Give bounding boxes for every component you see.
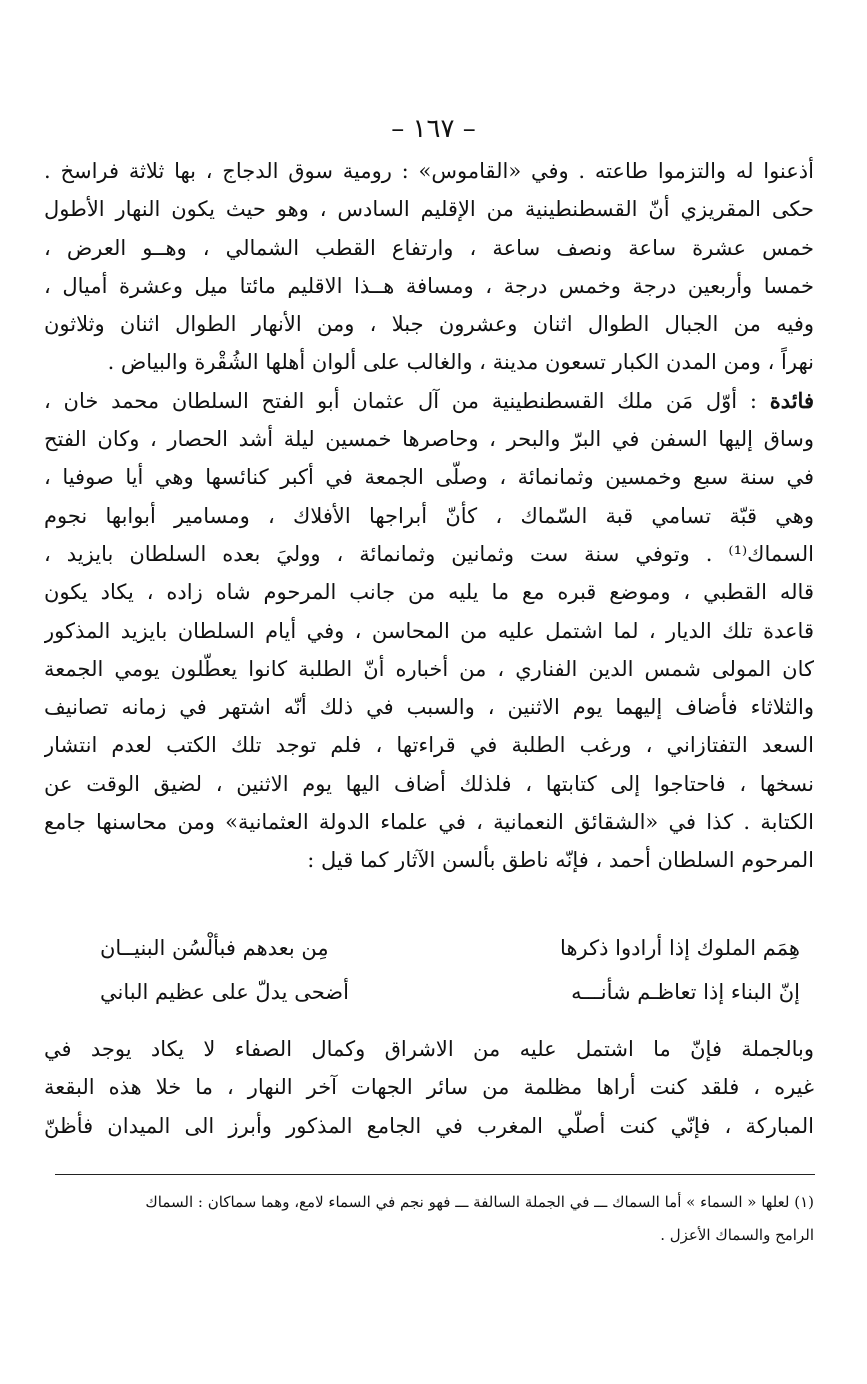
text-line: كان المولى شمس الدين الفناري ، من أخباره أنّ الطلبة كانوا يعطّلون يومي الجمعة [44,656,814,681]
text-line: خمسا وأربعين درجة وخمس درجة ، ومسافة هــذا الاقليم مائتا ميل وعشرة أميال ، [44,273,814,298]
verse-second-hemistich: مِن بعدهم فبألْسُن البنيــان [100,936,329,960]
verse-second-hemistich: أضحى يدلّ على عظيم الباني [100,980,349,1004]
text-line: المباركة ، فإنّي كنت أصلّي المغرب في الجامع المذكور وأبرز الى الميدان فأظنّ [44,1113,814,1138]
text-line: السماك⁽¹⁾ . وتوفي سنة ست وثمانين وثمانمائة ، ووليَ بعده السلطان بايزيد ، [44,541,814,566]
text-line: والثلاثاء فأضاف إليهما يوم الاثنين ، والسبب في ذلك أنّه اشتهر في زمانه تصانيف [44,695,814,720]
text-line: السعد التفتازاني ، ورغب الطلبة في قراءتها ، فلم توجد تلك الكتب لعدم انتشار [44,733,814,758]
text-line: الكتابة . كذا في «الشقائق النعمانية ، في علماء الدولة العثمانية» ومن محاسنها جامع [44,810,814,835]
text-line: قاعدة تلك الديار ، لما اشتمل عليه من المحاسن ، وفي أيام السلطان بايزيد المذكور [44,618,814,643]
fayda-label: فائدة [769,387,814,413]
footnote-line: (١) لعلها « السماء » أما السماك ـــ في الجملة السالفة ـــ فهو نجم في السماء لامع، وهما سماكان : السماك [145,1193,814,1211]
text-line: المرحوم السلطان أحمد ، فإنّه ناطق بألسن الآثار كما قيل : [307,848,814,873]
poem-verse [100,936,800,960]
text-line: خمس عشرة ساعة ونصف ساعة ، وارتفاع القطب الشمالي ، وهــو العرض ، [44,235,814,260]
text-line: أذعنوا له والتزموا طاعته . وفي «القاموس» : رومية سوق الدجاج ، بها ثلاثة فراسخ . [44,159,814,183]
text-line: وفيه من الجبال الطوال اثنان وعشرون جبلا ، ومن الأنهار الطوال اثنان وثلاثون [44,312,814,337]
text-line: نهراً ، ومن المدن الكبار تسعون مدينة ، والغالب على ألوان أهلها الشُقْرة والبياض . [107,350,814,375]
text-line: غيره ، فلقد كنت أراها مظلمة من سائر الجهات آخر النهار ، ما خلا هذه البقعة [44,1075,814,1100]
footnote [44,1186,814,1252]
text-line: وساق إليها السفن في البرّ والبحر ، وحاصرها خمسين ليلة أشد الحصار ، وكان الفتح [44,427,814,452]
footnote-divider [55,1174,815,1175]
text-line: حكى المقريزي أنّ القسطنطينية من الإقليم السادس ، وهو حيث يكون النهار الأطول [44,197,814,222]
main-text [44,152,814,880]
verse-first-hemistich: إنّ البناء إذا تعاظـم شأنـــه [571,980,800,1004]
poem-verse [100,980,800,1004]
fayda-first-line: : أوّل مَن ملك القسطنطينية من آل عثمان أبو الفتح السلطان محمد خان ، [44,388,770,413]
closing-text [44,1030,814,1145]
text-line: في سنة سبع وخمسين وثمانمائة ، وصلّى الجمعة في أكبر كنائسها وهي أيا صوفيا ، [44,465,814,490]
text-line: وبالجملة فإنّ ما اشتمل عليه من الاشراق وكمال الصفاء لا يكاد يوجد في [44,1037,814,1061]
page-number: – ١٦٧ – [391,114,476,144]
text-line: نسخها ، فاحتاجوا إلى كتابتها ، فلذلك أضاف اليها يوم الاثنين ، لضيق الوقت عن [44,771,814,796]
footnote-line: الرامح والسماك الأعزل . [660,1226,814,1244]
text-line: وهي قبّة تسامي قبة السّماك ، كأنّ أبراجها الأفلاك ، ومسامير أبوابها نجوم [44,503,814,528]
fayda-line [44,382,814,420]
verse-first-hemistich: هِمَم الملوك إذا أرادوا ذكرها [560,936,800,960]
text-line: قاله القطبي ، وموضع قبره مع ما يليه من جانب المرحوم شاه زاده ، يكاد يكون [44,580,814,605]
